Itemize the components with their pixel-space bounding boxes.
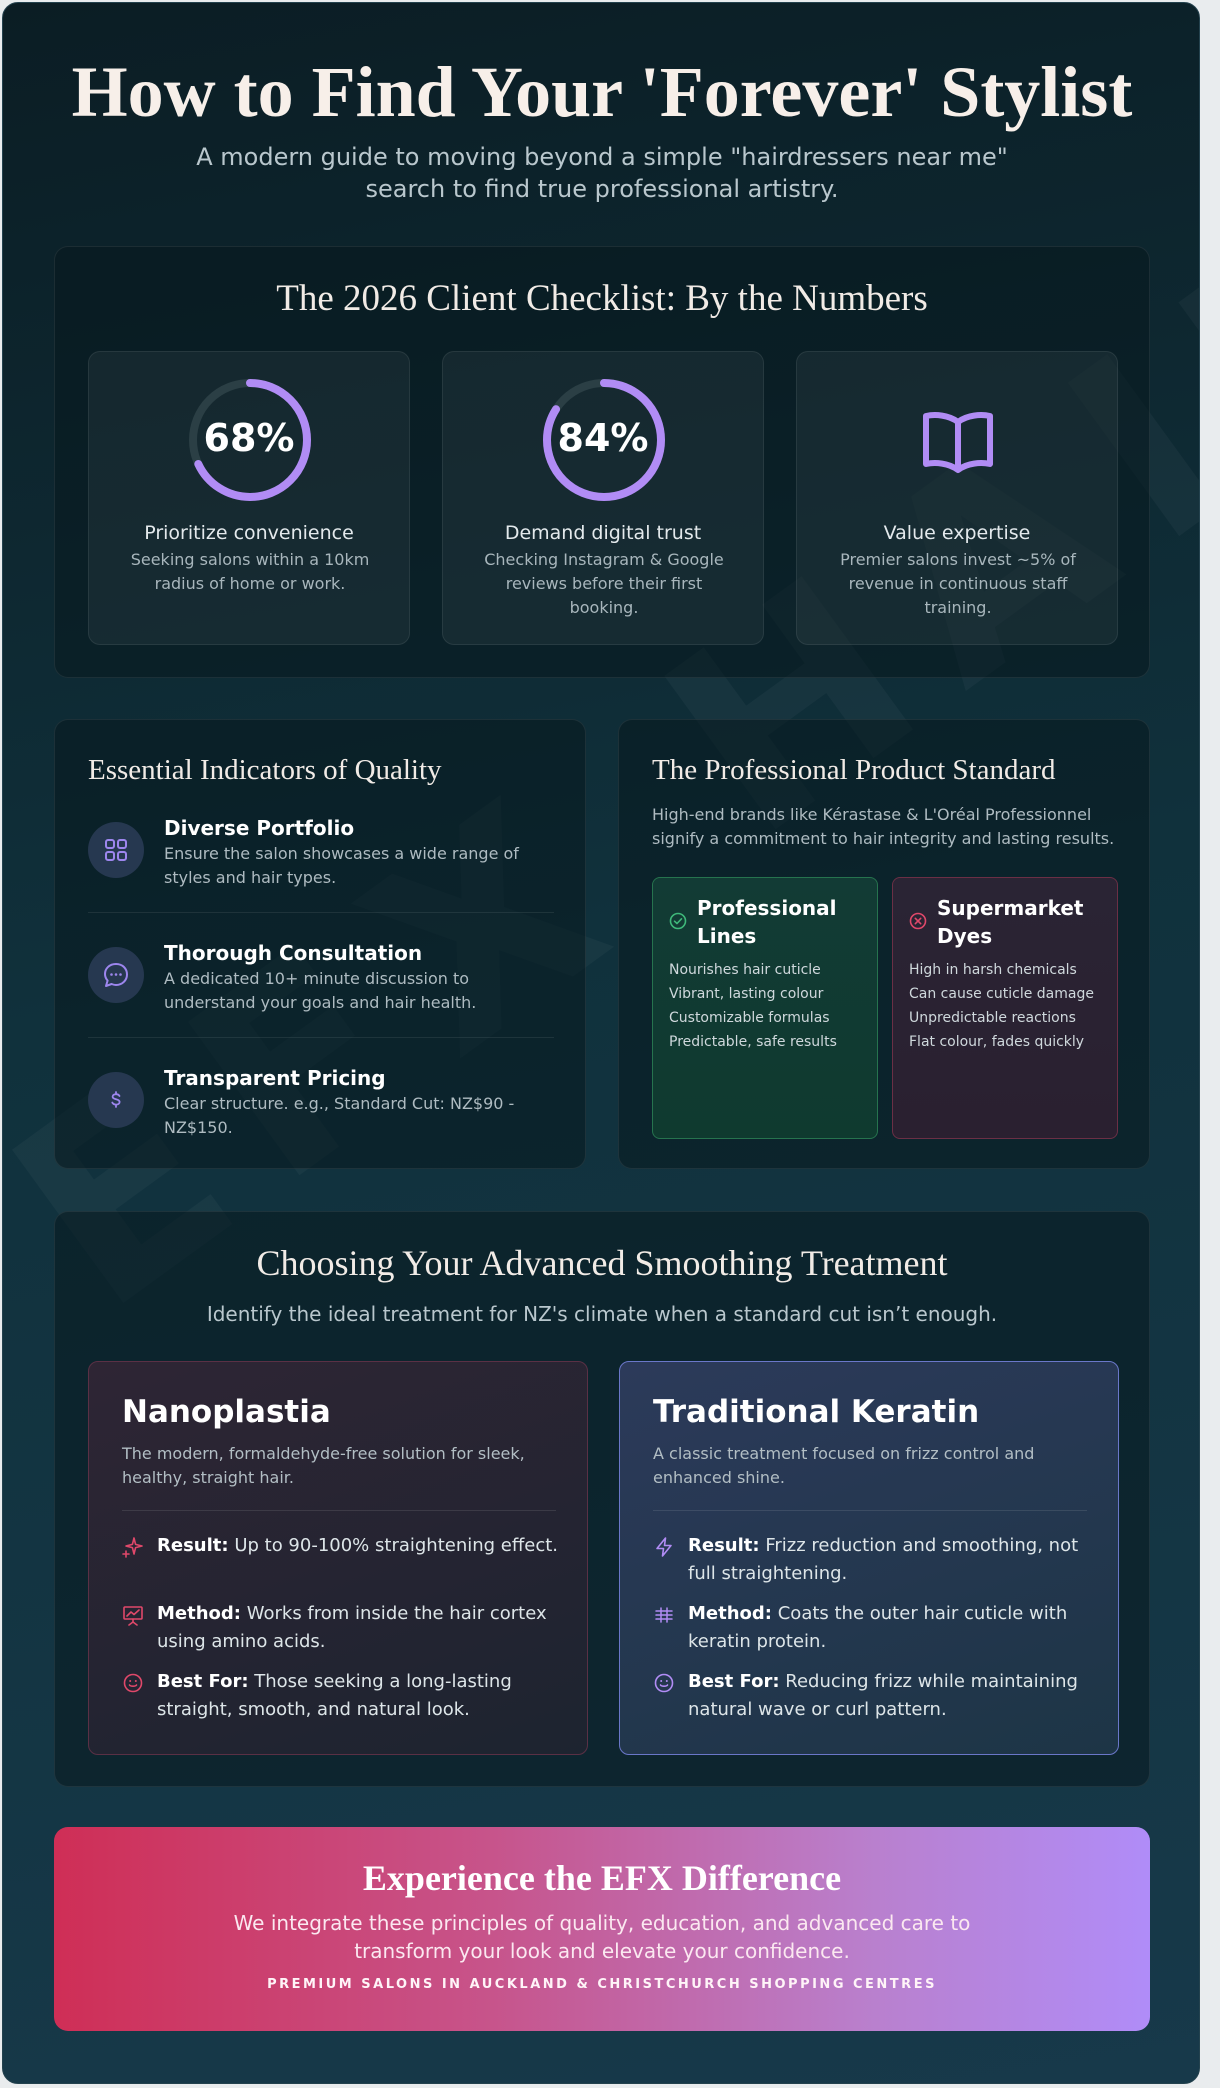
- list-item: Customizable formulas: [669, 1010, 830, 1026]
- divider: [653, 1510, 1087, 1511]
- page-title: How to Find Your 'Forever' Stylist: [71, 52, 1133, 132]
- stat-description: Checking Instagram & Google reviews before their first booking.: [484, 550, 724, 617]
- supermarket-dyes-card: [892, 877, 1118, 1139]
- stat-label: Value expertise: [883, 522, 1031, 544]
- book-open-icon: [921, 410, 995, 474]
- indicator-description: Clear structure. e.g., Standard Cut: NZ$90 - NZ$150.: [164, 1094, 515, 1137]
- professional-lines-card: [652, 877, 878, 1139]
- infographic-page: [2, 2, 1200, 2084]
- list-item: Unpredictable reactions: [909, 1010, 1076, 1026]
- stat-description: Seeking salons within a 10km radius of home or work.: [130, 550, 370, 593]
- list-item: Predictable, safe results: [669, 1034, 837, 1050]
- smoothing-treatment-panel: [54, 1211, 1150, 1787]
- list-item: High in harsh chemicals: [909, 962, 1077, 978]
- row-text: Reducing frizz while maintaining natural wave or curl pattern.: [688, 1671, 1078, 1720]
- cta-tagline: PREMIUM SALONS IN AUCKLAND & CHRISTCHURCH SHOPPING CENTRES: [267, 1977, 937, 1992]
- professional-lines-title: Professional Lines: [697, 896, 837, 948]
- sparkle-icon: [122, 1536, 144, 1558]
- stat-card-digital-trust: [442, 351, 764, 645]
- stat-label: Demand digital trust: [504, 522, 702, 544]
- treatment-description: A classic treatment focused on frizz control and enhanced shine.: [653, 1444, 1035, 1487]
- indicator-description: A dedicated 10+ minute discussion to understand your goals and hair health.: [164, 969, 477, 1012]
- stat-card-expertise: [796, 351, 1118, 645]
- grid-icon: [88, 822, 144, 878]
- indicator-description: Ensure the salon showcases a wide range of styles and hair types.: [164, 844, 519, 887]
- indicators-title: Essential Indicators of Quality: [88, 754, 442, 786]
- row-text: Frizz reduction and smoothing, not full straightening.: [688, 1535, 1079, 1584]
- treatment-description: The modern, formaldehyde-free solution for sleek, healthy, straight hair.: [122, 1444, 525, 1487]
- row-text: Works from inside the hair cortex using amino acids.: [157, 1603, 547, 1652]
- traditional-keratin-card: [619, 1361, 1119, 1755]
- treatment-title: Traditional Keratin: [653, 1394, 980, 1430]
- stats-panel: [54, 246, 1150, 678]
- check-circle-icon: [669, 912, 687, 930]
- product-title: The Professional Product Standard: [652, 754, 1056, 786]
- page-subtitle: A modern guide to moving beyond a simple "hairdressers near me" search to find true professional artistry.: [196, 143, 1008, 203]
- divider: [122, 1510, 556, 1511]
- indicator-title: Thorough Consultation: [164, 941, 423, 965]
- professional-lines-list: [669, 958, 837, 1054]
- row-text: Those seeking a long-lasting straight, smooth, and natural look.: [157, 1671, 512, 1720]
- row-label: Best For:: [157, 1671, 249, 1692]
- stat-value: 68%: [203, 416, 295, 460]
- list-item: Nourishes hair cuticle: [669, 962, 821, 978]
- stats-title: The 2026 Client Checklist: By the Numbers: [276, 278, 928, 319]
- supermarket-dyes-title: Supermarket Dyes: [937, 896, 1084, 948]
- layers-icon: [653, 1604, 675, 1626]
- row-label: Result:: [157, 1535, 229, 1556]
- row-label: Method:: [688, 1603, 772, 1624]
- chat-bubble-icon: [88, 947, 144, 1003]
- stat-value: 84%: [557, 416, 649, 460]
- nanoplastia-card: [88, 1361, 588, 1755]
- cta-description: We integrate these principles of quality, education, and advanced care to transform your look and elevate your confidence.: [233, 1911, 971, 1963]
- stat-label: Prioritize convenience: [144, 522, 354, 544]
- product-standard-panel: [618, 719, 1150, 1169]
- supermarket-dyes-list: [909, 958, 1094, 1054]
- row-label: Result:: [688, 1535, 760, 1556]
- cta-title: Experience the EFX Difference: [362, 1858, 842, 1898]
- stat-card-convenience: [88, 351, 410, 645]
- smile-icon: [653, 1672, 675, 1694]
- x-circle-icon: [909, 912, 927, 930]
- indicator-title: Transparent Pricing: [164, 1066, 386, 1090]
- smoothing-subtitle: Identify the ideal treatment for NZ's climate when a standard cut isn’t enough.: [206, 1302, 998, 1326]
- lightning-icon: [653, 1536, 675, 1558]
- row-text: Coats the outer hair cuticle with keratin protein.: [688, 1603, 1068, 1652]
- product-description: High-end brands like Kérastase & L'Oréal Professionnel signify a commitment to hair integrity and lasting results.: [652, 805, 1115, 848]
- list-item: Vibrant, lasting colour: [669, 986, 824, 1002]
- divider: [88, 1037, 554, 1038]
- row-label: Best For:: [688, 1671, 780, 1692]
- list-item: Flat colour, fades quickly: [909, 1034, 1085, 1050]
- smile-icon: [122, 1672, 144, 1694]
- smoothing-title: Choosing Your Advanced Smoothing Treatment: [256, 1243, 948, 1283]
- cta-banner: [54, 1827, 1150, 2031]
- divider: [88, 912, 554, 913]
- quality-indicators-panel: [54, 719, 586, 1169]
- treatment-title: Nanoplastia: [122, 1394, 331, 1430]
- list-item: Can cause cuticle damage: [909, 986, 1094, 1002]
- row-text: Up to 90-100% straightening effect.: [234, 1535, 559, 1556]
- row-label: Method:: [157, 1603, 241, 1624]
- indicator-title: Diverse Portfolio: [164, 816, 355, 840]
- dollar-icon: [88, 1072, 144, 1128]
- presentation-chart-icon: [122, 1604, 144, 1626]
- stat-description: Premier salons invest ~5% of revenue in continuous staff training.: [840, 550, 1076, 617]
